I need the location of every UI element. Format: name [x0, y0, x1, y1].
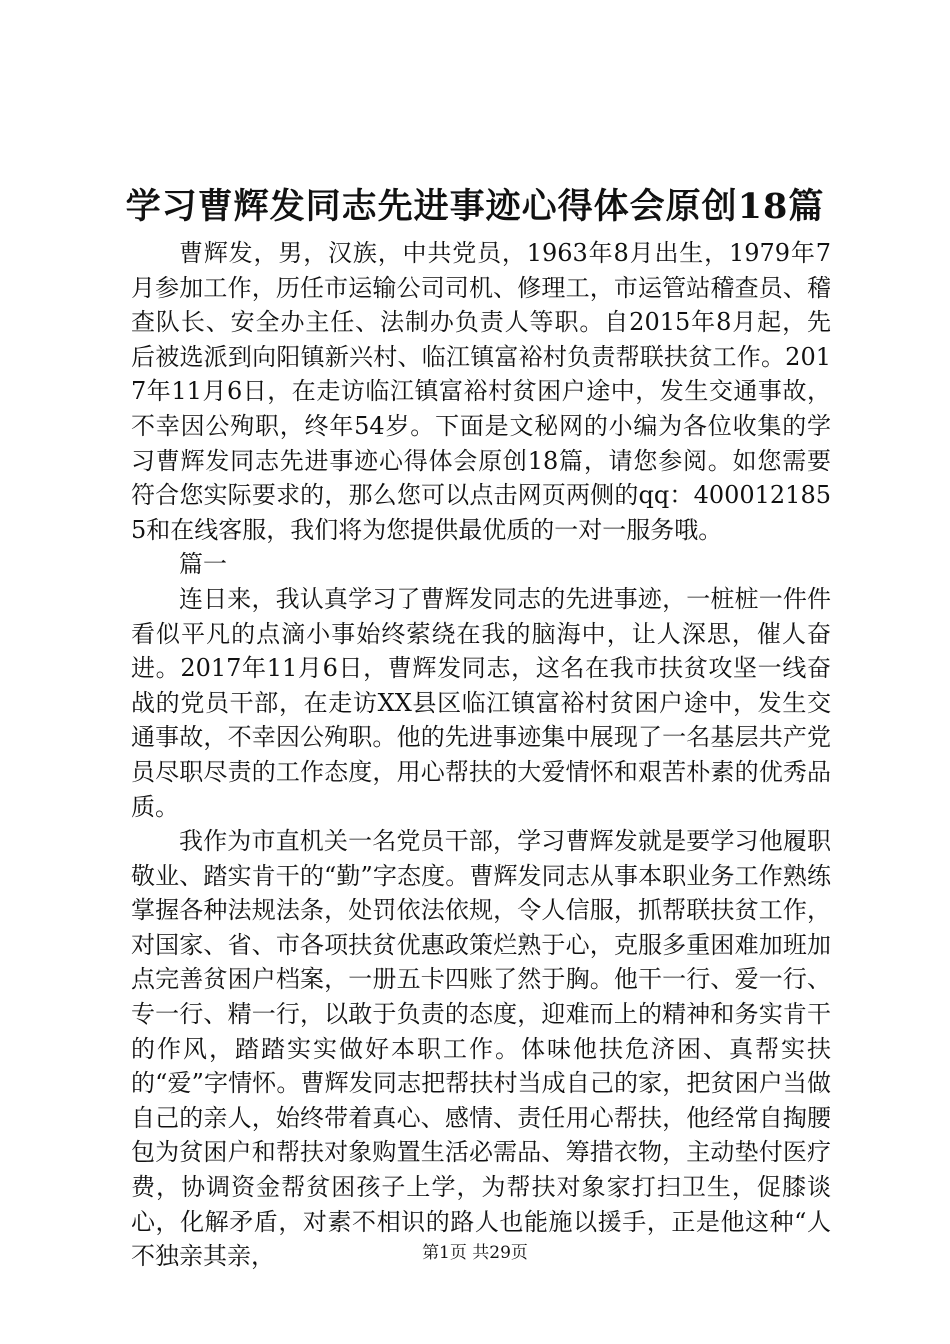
body-paragraph: 我作为市直机关一名党员干部，学习曹辉发就是要学习他履职敬业、踏实肯干的“勤”字态度。曹辉发同志从事本职业务工作熟练掌握各种法规法条，处罚依法依规，令人信服，抓帮联扶贫工作，对国家、省、市各项扶贫优惠政策烂熟于心，克服多重困难加班加点完善贫困户档案，一册五卡四账了然于胸。他干一行、爱一行、专一行、精一行，以敢于负责的态度，迎难而上的精神和务实肯干的作风，踏踏实实做好本职工作。体味他扶危济困、真帮实扶的“爱”字情怀。曹辉发同志把帮扶村当成自己的家，把贫困户当做自己的亲人，始终带着真心、感情、责任用心帮扶，他经常自掏腰包为贫困户和帮扶对象购置生活必需品、筹措衣物，主动垫付医疗费，协调资金帮贫困孩子上学，为帮扶对象家打扫卫生，促膝谈心，化解矛盾，对素不相识的路人也能施以援手，正是他这种“人不独亲其亲， — [131, 827, 831, 1271]
body-paragraph: 连日来，我认真学习了曹辉发同志的先进事迹，一桩桩一件件看似平凡的点滴小事始终萦绕在我的脑海中，让人深思，催人奋进。2017年11月6日，曹辉发同志，这名在我市扶贫攻坚一线奋战的党员干部，在走访XX县区临江镇富裕村贫困户途中，发生交通事故，不幸因公殉职。他的先进事迹集中展现了一名基层共产党员尽职尽责的工作态度，用心帮扶的大爱情怀和艰苦朴素的优秀品质。 — [131, 584, 831, 821]
section-heading: 篇一 — [179, 550, 227, 579]
intro-paragraph: 曹辉发，男，汉族，中共党员，1963年8月出生，1979年7月参加工作，历任市运输公司司机、修理工，市运管站稽查员、稽查队长、安全办主任、法制办负责人等职。自2015年8月起，先后被选派到向阳镇新兴村、临江镇富裕村负责帮联扶贫工作。2017年11月6日，在走访临江镇富裕村贫困户途中，发生交通事故，不幸因公殉职，终年54岁。下面是文秘网的小编为各位收集的学习曹辉发同志先进事迹心得体会原创18篇，请您参阅。如您需要符合您实际要求的，那么您可以点击网页两侧的qq：4000121855和在线客服，我们将为您提供最优质的一对一服务哦。 — [131, 239, 831, 544]
document-title: 学习曹辉发同志先进事迹心得体会原创18篇 — [125, 186, 825, 227]
page-number-footer: 第1页 共29页 — [422, 1243, 528, 1263]
document-body — [131, 236, 831, 1274]
